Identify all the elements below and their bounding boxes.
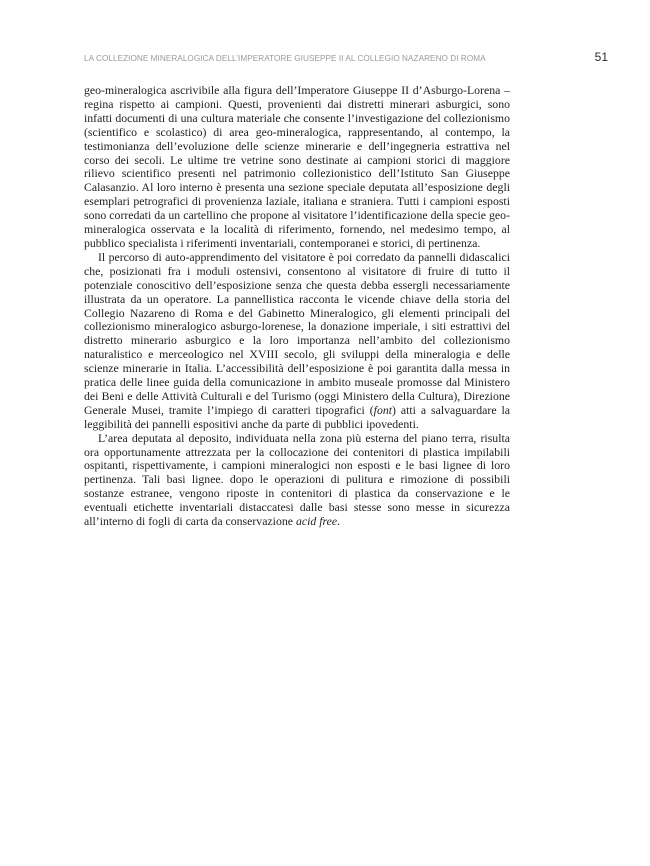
body-text	[84, 84, 510, 529]
page-number: 51	[594, 50, 608, 64]
paragraph-2	[84, 251, 510, 432]
paragraph-text-after: ) atti a salvaguardare la leggibilità dei pannelli espositivi anche da parte di pubblici ipovedenti.	[84, 402, 510, 431]
paragraph-3	[84, 432, 510, 529]
paragraph-1	[84, 84, 510, 251]
paragraph-text: Il percorso di auto-apprendimento del visitatore è poi corredato da pannelli didascalici che, posizionati fra i moduli ostensivi, consentono al visitatore di fruire di tutto il potenziale conoscitivo dell’esposizione senza che questa debba essergli necessariamente illustrata da un operatore. La pannellistica racconta le vicende chiave della storia del Collegio Nazareno di Roma e del Gabinetto Mineralogico, gli elementi principali del collezionismo mineralogico asburgo-lorenese, la donazione imperiale, i siti estrattivi del distretto minerario asburgico e la loro importanza nell’ambito del collezionismo naturalistico e merceologico nel XVIII secolo, gli sviluppi della mineralogia e delle scienze minerarie in Italia. L’accessibilità dell’esposizione è poi garantita dalla messa in pratica delle linee guida della comunicazione in ambito museale promosse dal Ministero dei Beni e delle Attività Culturali e del Turismo (oggi Ministero della Cultura), Direzione Generale Musei, tramite l’impiego di caratteri tipografici (	[84, 249, 510, 417]
paragraph-text: geo-mineralogica ascrivibile alla figura dell’Imperatore Giuseppe II d’Asburgo-Lorena – regina rispetto ai campioni. Questi, provenienti dai distretti minerari asburgici, sono infatti documenti di una cultura materiale che consente l’investigazione del collezionismo (scientifico e scolastico) di area geo-mineralogica, rappresentando, al contempo, la testimonianza dell’evoluzione delle scienze minerarie e dell’ingegneria estrattiva nel corso dei secoli. Le ultime tre vetrine sono destinate ai campioni storici di maggiore rilievo scientifico presenti nel patrimonio collezionistico dell’Istituto San Giuseppe Calasanzio. Al loro interno è presenta una sezione speciale deputata all’esposizione degli esemplari petrografici di provenienza laziale, italiana e straniera. Tutti i campioni esposti sono corredati da un cartellino che propone al visitatore l’identificazione della specie geo-mineralogica osservata e la località di riferimento, fornendo, nel medesimo tempo, al pubblico specialista i riferimenti inventariali, contemporanei e storici, di pertinenza.	[84, 83, 510, 250]
paragraph-text: L’area deputata al deposito, individuata nella zona più esterna del piano terra, risulta ora opportunamente attrezzata per la collocazione dei contenitori di plastica impilabili ospitanti, rispettivamente, i campioni mineralogici non esposti e le basi lignee di loro pertinenza. Tali basi lignee. dopo le operazioni di pulitura e rimozione di possibili sostanze estranee, vengono riposte in contenitori di plastica da conservazione e le eventuali etichette inventariali distaccatesi dalle basi stesse sono messe in sicurezza all’interno di fogli di carta da conservazione	[84, 430, 510, 529]
paragraph-text-after: .	[337, 514, 341, 529]
running-header: LA COLLEZIONE MINERALOGICA DELL’IMPERATORE GIUSEPPE II AL COLLEGIO NAZARENO DI ROMA	[84, 54, 486, 63]
italic-term: acid free	[295, 514, 338, 529]
italic-term: font	[373, 402, 393, 417]
